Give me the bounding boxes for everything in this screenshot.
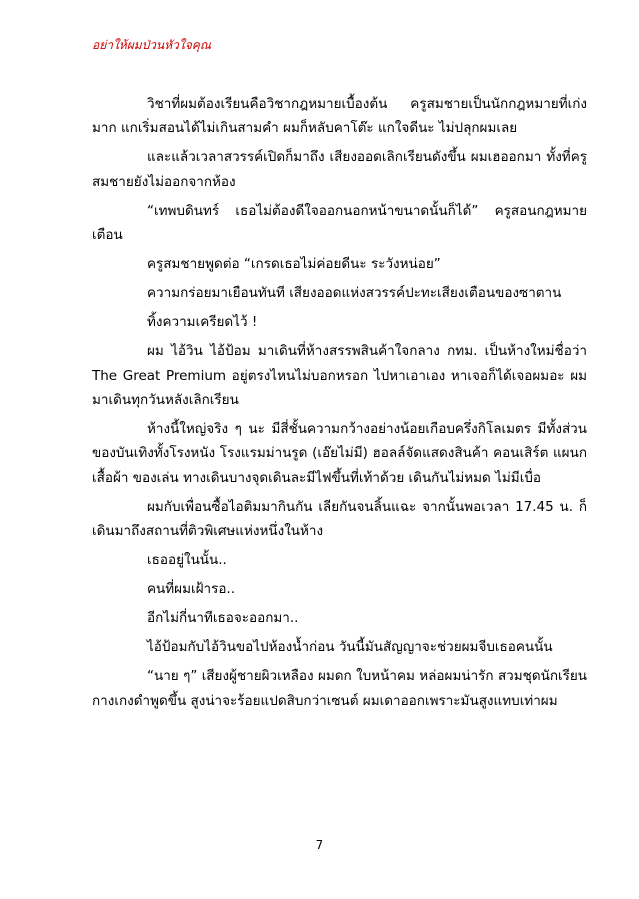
paragraph: วิชาที่ผมต้องเรียนคือวิชากฎหมายเบื้องต้น ครูสมชายเป็นนักกฎหมายที่เก่งมาก แกเริ่มสอนได้ไม่เกินสามคำ ผมก็หลับคาโต๊ะ แกใจดีนะ ไม่ปลุกผมเลย <box>92 96 587 137</box>
paragraph: เธออยู่ในนั้น.. <box>147 552 227 569</box>
paragraph: ผมกับเพื่อนซื้อไอติมมากินกัน เลียกันจนลิ้นแฉะ จากนั้นพอเวลา 17.45 น. ก็เดินมาถึงสถานที่ติวพิเศษแห่งหนึ่งในห้าง <box>92 498 587 540</box>
paragraph: ทิ้งความเครียดไว้ ! <box>147 314 258 331</box>
paragraph: ห้างนี้ใหญ่จริง ๆ นะ มีสี่ชั้นความกว้างอย่างน้อยเกือบครึ่งกิโลเมตร มีทั้งส่วนของบันเทิงทั้งโรงหนัง โรงแรมม่านรูด (เอ๊ยไม่มี) ฮอลล์จัดแสดงสินค้า คอนเสิร์ต แผนกเสื้อผ้า ของเล่น ทางเดินบางจุดเดินละมีไฟขึ้นที่เท้าด้วย เดินกันไม่หมด ไม่มีเบื่อ <box>92 421 587 486</box>
paragraph: “เทพบดินทร์ เธอไม่ต้องดีใจออกนอกหน้าขนาดนั้นก็ได้” ครูสอนกฎหมายเตือน <box>92 202 587 244</box>
body-text <box>92 92 587 718</box>
page-number: 7 <box>315 838 324 852</box>
paragraph: และแล้วเวลาสวรรค์เปิดก็มาถึง เสียงออดเลิกเรียนดังขึ้น ผมเฮออกมา ทั้งที่ครูสมชายยังไม่ออกจากห้อง <box>92 149 587 190</box>
paragraph: ผม ไอ้วิน ไอ้ป้อม มาเดินที่ห้างสรรพสินค้าใจกลาง กทม. เป็นห้างใหม่ชื่อว่า The Great Premium อยู่ตรงไหนไม่บอกหรอก ไปหาเอาเอง หาเจอก็ได้เจอผมอะ ผมมาเดินทุกวันหลังเลิกเรียน <box>92 343 587 409</box>
running-header: อย่าให้ผมป่วนหัวใจคุณ <box>92 38 211 52</box>
paragraph: ความกร่อยมาเยือนทันที เสียงออดแห่งสวรรค์ปะทะเสียงเตือนของซาตาน <box>147 285 562 302</box>
paragraph: ไอ้ป้อมกับไอ้วินขอไปห้องน้ำก่อน วันนี้มันสัญญาจะช่วยผมจีบเธอคนนั้น <box>147 639 553 656</box>
paragraph: อีกไม่กี่นาทีเธอจะออกมา.. <box>147 610 299 627</box>
paragraph: ครูสมชายพูดต่อ “เกรดเธอไม่ค่อยดีนะ ระวังหน่อย” <box>147 256 441 273</box>
paragraph: “นาย ๆ” เสียงผู้ชายผิวเหลือง ผมดก ใบหน้าคม หล่อผมน่ารัก สวมชุดนักเรียนกางเกงดำพูดขึ้น สูงน่าจะร้อยแปดสิบกว่าเซนต์ ผมเดาออกเพราะมันสูงแทบเท่าผม <box>92 668 587 709</box>
paragraph: คนที่ผมเฝ้ารอ.. <box>147 581 236 598</box>
